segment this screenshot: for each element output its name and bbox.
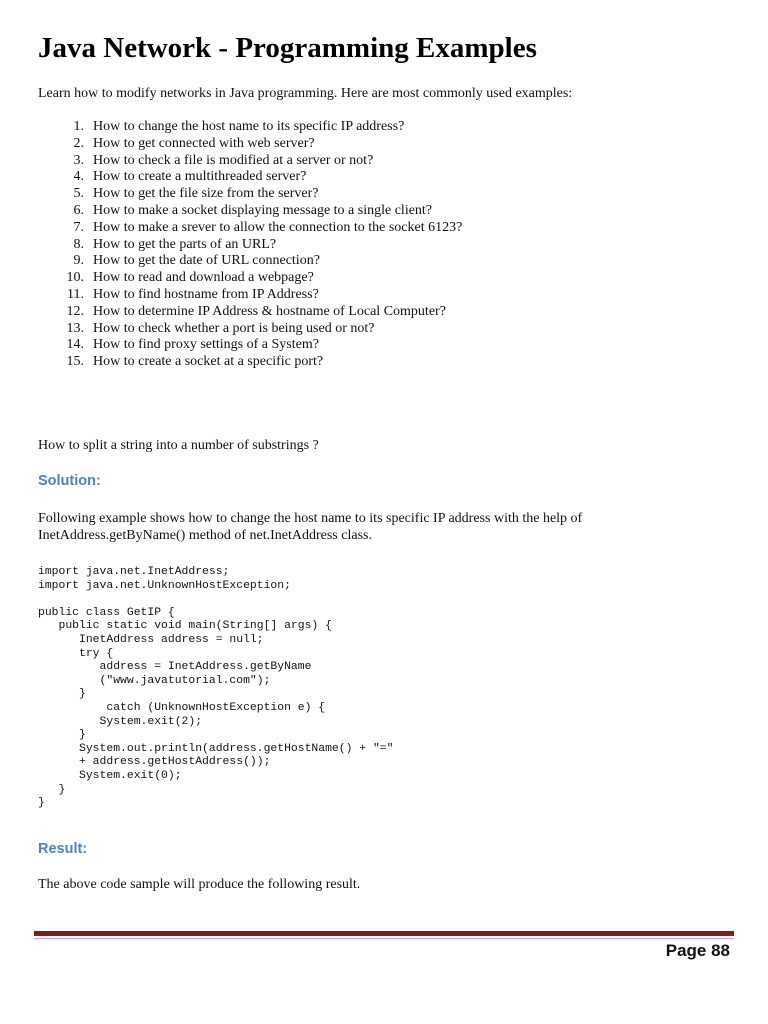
list-item-text: How to determine IP Address & hostname of Local Computer? <box>93 303 446 319</box>
list-item-text: How to find hostname from IP Address? <box>93 286 319 302</box>
list-item-text: How to get the file size from the server? <box>93 186 319 202</box>
list-item <box>38 287 462 304</box>
list-item <box>38 203 462 220</box>
list-item-text: How to create a multithreaded server? <box>93 169 307 185</box>
list-item-number: 5. <box>73 186 84 202</box>
list-item-number: 12. <box>66 303 84 319</box>
list-item-number: 15. <box>66 354 84 370</box>
list-item <box>38 354 462 371</box>
list-item <box>38 304 462 321</box>
list-item-number: 14. <box>66 337 84 353</box>
list-item <box>38 270 462 287</box>
result-heading: Result: <box>38 841 88 857</box>
list-item-number: 1. <box>73 119 84 134</box>
page-title: Java Network - Programming Examples <box>38 32 537 64</box>
list-item-number: 3. <box>73 152 84 168</box>
list-item-number: 6. <box>73 202 84 218</box>
solution-heading: Solution: <box>38 473 101 489</box>
code-block: import java.net.InetAddress; import java.net.UnknownHostException; public class GetIP { public static void main(String[] args) { InetAddress address = null; try { address = InetAddress.getByName ("www.javatutorial.com"); } catch (UnknownHostException e) { System.exit(2); } System.out.println(address.getHostName() + "=" + address.getHostAddress()); System.exit(0); } } <box>38 566 394 810</box>
list-item-number: 13. <box>66 320 84 336</box>
list-item-text: How to check a file is modified at a server or not? <box>93 152 374 168</box>
question-text: How to split a string into a number of substrings ? <box>38 438 319 453</box>
list-item-number: 7. <box>73 219 84 235</box>
solution-text: Following example shows how to change the host name to its specific IP address with the help of InetAddress.getByName() method of net.InetAddress class. <box>38 511 583 543</box>
list-item <box>38 119 462 136</box>
list-item <box>38 220 462 237</box>
list-item-text: How to read and download a webpage? <box>93 270 314 286</box>
list-item <box>38 237 462 254</box>
list-item <box>38 136 462 153</box>
list-item <box>38 169 462 186</box>
list-item-number: 11. <box>67 286 84 302</box>
list-item-text: How to get the parts of an URL? <box>93 236 277 252</box>
result-text: The above code sample will produce the following result. <box>38 877 361 892</box>
list-item-text: How to create a socket at a specific port? <box>93 354 324 370</box>
list-item-number: 10. <box>66 270 84 286</box>
list-item <box>38 253 462 270</box>
intro-text: Learn how to modify networks in Java programming. Here are most commonly used examples: <box>38 86 573 101</box>
examples-list <box>38 119 462 371</box>
list-item-text: How to make a socket displaying message to a single client? <box>93 202 433 218</box>
list-item <box>38 321 462 338</box>
list-item-text: How to check whether a port is being used or not? <box>93 320 375 336</box>
list-item-number: 4. <box>73 169 84 185</box>
footer-rule <box>34 931 734 936</box>
page-number: Page 88 <box>665 941 730 960</box>
list-item-number: 9. <box>73 253 84 269</box>
list-item-text: How to get the date of URL connection? <box>93 253 320 269</box>
footer-rule-thin <box>34 938 734 939</box>
list-item-text: How to change the host name to its specific IP address? <box>93 119 405 134</box>
list-item-text: How to make a srever to allow the connection to the socket 6123? <box>93 219 463 235</box>
list-item <box>38 337 462 354</box>
list-item-number: 2. <box>73 135 84 151</box>
list-item-text: How to find proxy settings of a System? <box>93 337 319 353</box>
list-item <box>38 153 462 170</box>
list-item-text: How to get connected with web server? <box>93 135 315 151</box>
list-item-number: 8. <box>73 236 84 252</box>
list-item <box>38 186 462 203</box>
